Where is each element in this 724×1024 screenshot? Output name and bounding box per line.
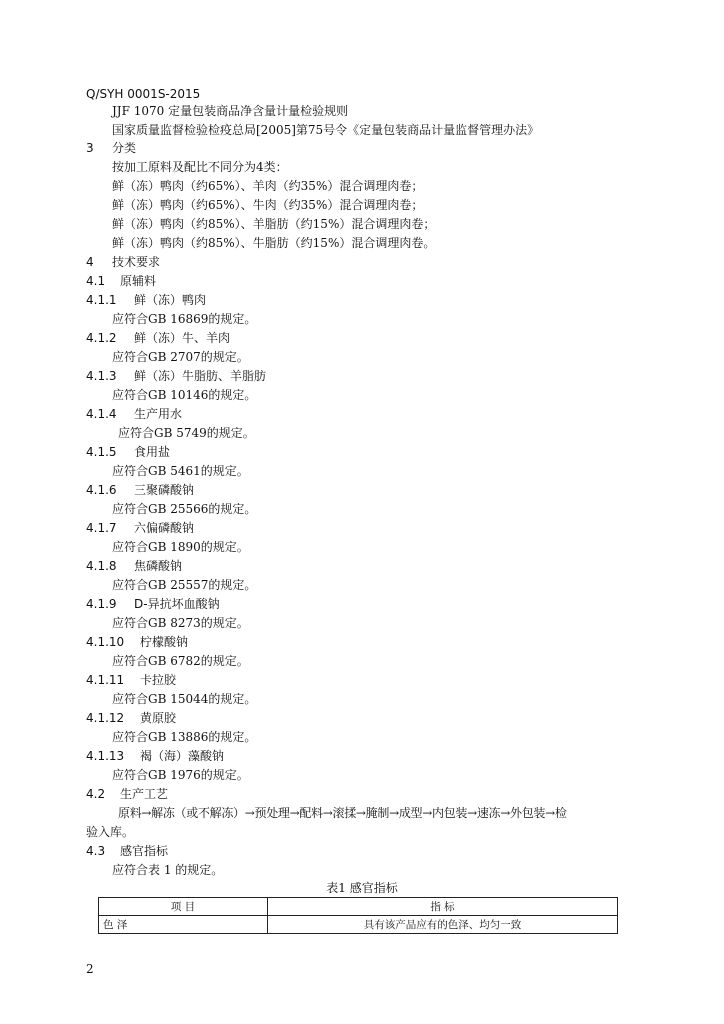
- process-flow-line-1: 原料→解冻（或不解冻）→预处理→配料→滚揉→腌制→成型→内包装→速冻→外包装→检: [118, 806, 567, 820]
- subsection-title: 柠檬酸钠: [140, 635, 189, 649]
- subsection-title: 生产用水: [134, 407, 183, 421]
- category-item: 鲜（冻）鸭肉（约85%）、羊脂肪（约15%）混合调理肉卷；: [112, 217, 436, 231]
- subsection-heading: [86, 558, 182, 574]
- section-num: 4.3: [86, 844, 106, 858]
- section-title: 原辅料: [120, 274, 157, 288]
- subsection-num: 4.1.8: [86, 559, 117, 573]
- subsection-num: 4.1.11: [86, 673, 125, 687]
- subsection-text: 应符合GB 2707的规定。: [112, 350, 249, 364]
- subsection-text: 应符合GB 16869的规定。: [112, 312, 257, 326]
- subsection-title: 黄原胶: [140, 711, 177, 725]
- section-3-intro: 按加工原料及配比不同分为4类：: [112, 160, 288, 174]
- subsection-title: 褐（海）藻酸钠: [140, 749, 225, 763]
- section-4-1-heading: [86, 273, 156, 289]
- subsection-num: 4.1.9: [86, 597, 117, 611]
- subsection-heading: [86, 406, 182, 422]
- section-title: 技术要求: [112, 255, 161, 269]
- subsection-text: 应符合GB 25566的规定。: [112, 502, 257, 516]
- subsection-heading: [86, 710, 176, 726]
- subsection-heading: [86, 330, 230, 346]
- table-caption: 表1 感官指标: [326, 881, 398, 895]
- subsection-title: 六偏磷酸钠: [134, 521, 195, 535]
- category-item: 鲜（冻）鸭肉（约65%）、牛肉（约35%）混合调理肉卷；: [112, 198, 424, 212]
- section-num: 4.1: [86, 274, 106, 288]
- section-title: 感官指标: [120, 844, 169, 858]
- subsection-title: 食用盐: [134, 445, 171, 459]
- subsection-text: 应符合GB 13886的规定。: [112, 730, 257, 744]
- table-row: [99, 916, 618, 934]
- subsection-num: 4.1.6: [86, 483, 117, 497]
- ref-line-1: JJF 1070 定量包装商品净含量计量检验规则: [112, 104, 349, 118]
- category-item: 鲜（冻）鸭肉（约65%）、羊肉（约35%）混合调理肉卷；: [112, 179, 424, 193]
- subsection-heading: [86, 634, 188, 650]
- subsection-text: 应符合GB 6782的规定。: [112, 654, 249, 668]
- subsection-title: 鲜（冻）鸭肉: [134, 293, 207, 307]
- section-4-heading: [86, 254, 160, 270]
- section-4-3-text: 应符合表 1 的规定。: [112, 863, 224, 877]
- section-3-heading: [86, 140, 136, 156]
- page-number: 2: [86, 962, 94, 976]
- subsection-heading: [86, 482, 194, 498]
- section-title: 生产工艺: [120, 787, 169, 801]
- subsection-text: 应符合GB 15044的规定。: [112, 692, 257, 706]
- subsection-heading: [86, 672, 176, 688]
- subsection-text: 应符合GB 8273的规定。: [112, 616, 249, 630]
- category-item: 鲜（冻）鸭肉（约85%）、牛脂肪（约15%）混合调理肉卷。: [112, 236, 436, 250]
- table-header-cell: 项 目: [99, 898, 268, 916]
- subsection-title: D-异抗坏血酸钠: [134, 597, 220, 611]
- subsection-num: 4.1.7: [86, 521, 117, 535]
- subsection-heading: [86, 596, 220, 612]
- section-num: 4: [86, 255, 94, 269]
- subsection-heading: [86, 292, 206, 308]
- subsection-heading: [86, 444, 170, 460]
- table-cell: 色 泽: [99, 916, 268, 934]
- subsection-title: 鲜（冻）牛脂肪、羊脂肪: [134, 369, 267, 383]
- section-4-2-heading: [86, 786, 168, 802]
- section-4-3-heading: [86, 843, 168, 859]
- subsection-num: 4.1.2: [86, 331, 117, 345]
- section-num: 3: [86, 141, 94, 155]
- subsection-text: 应符合GB 1890的规定。: [112, 540, 249, 554]
- subsection-num: 4.1.12: [86, 711, 125, 725]
- subsection-title: 鲜（冻）牛、羊肉: [134, 331, 231, 345]
- ref-line-2: 国家质量监督检验检疫总局[2005]第75号令《定量包装商品计量监督管理办法》: [112, 123, 540, 137]
- subsection-num: 4.1.1: [86, 293, 117, 307]
- subsection-num: 4.1.5: [86, 445, 117, 459]
- section-num: 4.2: [86, 787, 106, 801]
- doc-code: Q/SYH 0001S-2015: [86, 87, 201, 101]
- subsection-text: 应符合GB 1976的规定。: [112, 768, 249, 782]
- table-cell: 具有该产品应有的色泽、均匀一致: [268, 916, 618, 934]
- subsection-text: 应符合GB 25557的规定。: [112, 578, 257, 592]
- subsection-num: 4.1.13: [86, 749, 125, 763]
- table-header-row: [99, 898, 618, 916]
- section-title: 分类: [112, 141, 137, 155]
- subsection-text: 应符合GB 5749的规定。: [118, 426, 255, 440]
- subsection-heading: [86, 520, 194, 536]
- subsection-num: 4.1.10: [86, 635, 125, 649]
- subsection-heading: [86, 368, 266, 384]
- table-header-cell: 指 标: [268, 898, 618, 916]
- subsection-title: 卡拉胶: [140, 673, 177, 687]
- subsection-title: 焦磷酸钠: [134, 559, 183, 573]
- subsection-text: 应符合GB 5461的规定。: [112, 464, 249, 478]
- subsection-text: 应符合GB 10146的规定。: [112, 388, 257, 402]
- sensory-table: [98, 897, 618, 934]
- process-flow-line-2: 验入库。: [86, 825, 135, 839]
- subsection-num: 4.1.4: [86, 407, 117, 421]
- subsection-heading: [86, 748, 224, 764]
- subsection-num: 4.1.3: [86, 369, 117, 383]
- subsection-title: 三聚磷酸钠: [134, 483, 195, 497]
